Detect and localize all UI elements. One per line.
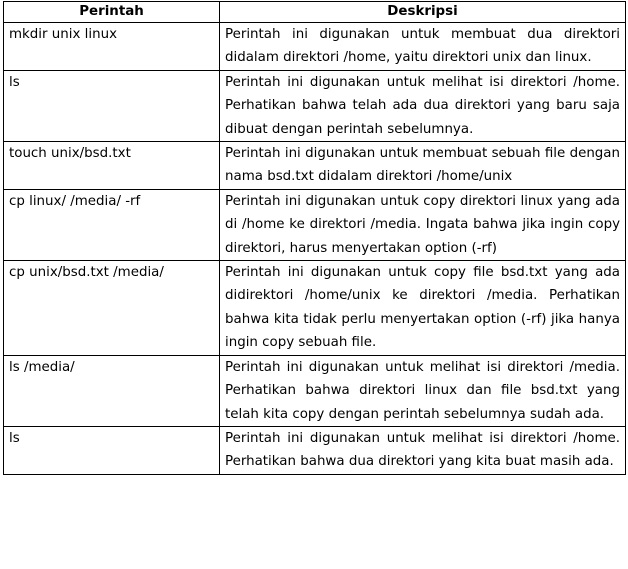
command-table [3, 1, 626, 475]
description-cell: Perintah ini digunakan untuk copy file bsd.txt yang ada didirektori /home/unix ke direktori /media. Perhatikan bahwa kita tidak perlu menyertakan option (-rf) jika hanya ingin copy sebuah file. [220, 261, 626, 356]
table-row [4, 426, 626, 474]
table-row [4, 189, 626, 260]
description-cell: Perintah ini digunakan untuk copy direktori linux yang ada di /home ke direktori /media. Ingata bahwa jika ingin copy direktori, harus menyertakan option (-rf) [220, 189, 626, 260]
table-row [4, 70, 626, 141]
command-cell: cp unix/bsd.txt /media/ [4, 261, 220, 356]
command-cell: ls [4, 426, 220, 474]
command-cell: ls /media/ [4, 355, 220, 426]
description-cell: Perintah ini digunakan untuk melihat isi direktori /media. Perhatikan bahwa direktori linux dan file bsd.txt yang telah kita copy dengan perintah sebelumnya sudah ada. [220, 355, 626, 426]
description-cell: Perintah ini digunakan untuk membuat sebuah file dengan nama bsd.txt didalam direktori /home/unix [220, 142, 626, 190]
table-row [4, 261, 626, 356]
table-header-row [4, 2, 626, 23]
description-cell: Perintah ini digunakan untuk melihat isi direktori /home. Perhatikan bahwa dua direktori yang kita buat masih ada. [220, 426, 626, 474]
table-row [4, 23, 626, 71]
header-command: Perintah [4, 2, 220, 23]
description-cell: Perintah ini digunakan untuk melihat isi direktori /home. Perhatikan bahwa telah ada dua direktori yang baru saja dibuat dengan perintah sebelumnya. [220, 70, 626, 141]
command-cell: mkdir unix linux [4, 23, 220, 71]
command-cell: touch unix/bsd.txt [4, 142, 220, 190]
header-description: Deskripsi [220, 2, 626, 23]
command-cell: cp linux/ /media/ -rf [4, 189, 220, 260]
table-row [4, 142, 626, 190]
table-row [4, 355, 626, 426]
description-cell: Perintah ini digunakan untuk membuat dua direktori didalam direktori /home, yaitu direktori unix dan linux. [220, 23, 626, 71]
command-cell: ls [4, 70, 220, 141]
